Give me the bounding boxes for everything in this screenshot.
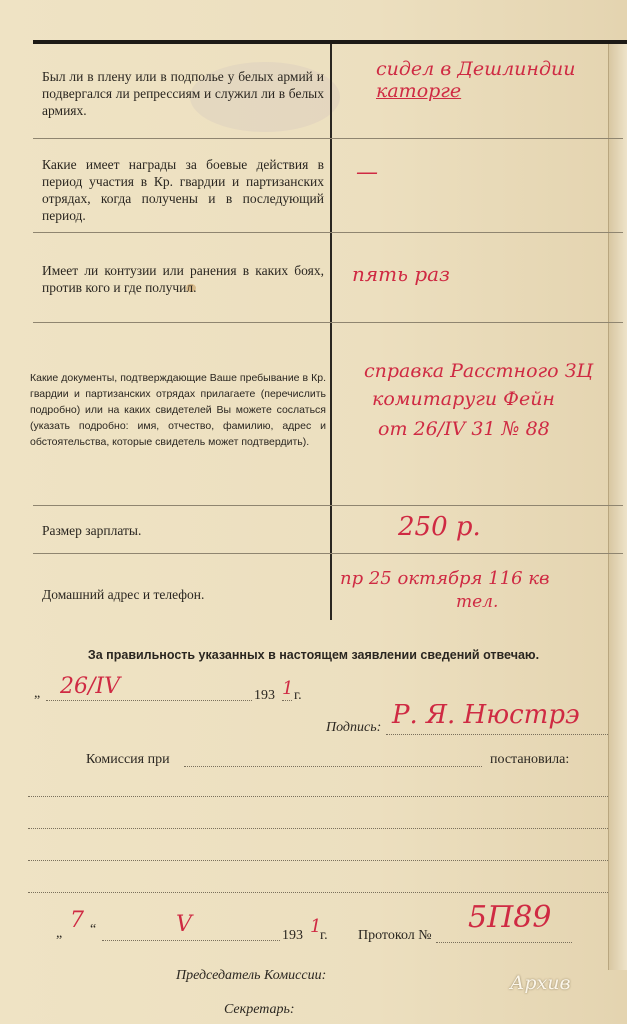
question-wounds: Имеет ли контузии или ранения в каких боях, против кого и где получил. [42, 263, 324, 295]
date1-year-digit: 1 [282, 678, 294, 699]
answer-address-line2: тел. [456, 592, 499, 612]
protocol-label: Протокол № [358, 928, 432, 943]
answer-captivity-line2: каторге [376, 80, 462, 102]
row-divider [33, 138, 623, 139]
answer-documents-line3: от 26/IV 31 № 88 [378, 418, 550, 440]
date2-open-quote: „ [56, 926, 63, 941]
declaration-heading: За правильность указанных в настоящем заявлении сведений отвечаю. [87, 648, 540, 662]
date1-suffix: г. [294, 688, 302, 703]
commission-line [184, 766, 482, 767]
archive-watermark-text: Архив [510, 972, 571, 994]
secretary-label: Секретарь: [224, 1002, 295, 1017]
row-divider [33, 505, 623, 506]
question-awards: Какие имеет награды за боевые действия в период участия в Кр. гвардии и партизанских отрядах, когда получены и в последующий период. [42, 157, 324, 223]
row-divider [33, 232, 623, 233]
answer-captivity-line1: сидел в Дешлиндии [376, 58, 576, 80]
date2-month: V [176, 912, 192, 937]
answer-wounds: пять раз [352, 262, 450, 286]
row-divider [33, 322, 623, 323]
date2-year-prefix: 193 [282, 928, 303, 943]
signature-label: Подпись: [326, 720, 382, 735]
date1-day: 26/IV [60, 674, 120, 699]
date2-dotted-line [102, 940, 280, 941]
answer-documents-line2: комитаруги Фейн [372, 388, 555, 410]
question-salary: Размер зарплаты. [42, 523, 142, 538]
question-captivity: Был ли в плену или в подполье у белых армий и подвергался ли репрессиям и служил ли в белых армиях. [42, 69, 324, 118]
protocol-number: 5П89 [468, 900, 552, 935]
answer-salary: 250 р. [398, 512, 481, 542]
date2-day: 7 [70, 908, 84, 933]
chairman-label: Председатель Комиссии: [176, 968, 327, 983]
date1-year-line [282, 700, 292, 701]
answer-awards: — [356, 160, 378, 185]
question-address: Домашний адрес и телефон. [42, 587, 205, 602]
answer-address-line1: пр 25 октября 116 кв [340, 568, 550, 589]
protocol-line [436, 942, 572, 943]
date2-suffix: г. [320, 928, 328, 943]
commission-label: Комиссия при [86, 752, 170, 767]
decision-line [28, 796, 608, 797]
decision-line [28, 860, 608, 861]
signature-line [386, 734, 608, 735]
row-divider [33, 553, 623, 554]
archive-watermark [510, 972, 571, 994]
question-documents: Какие документы, подтверждающие Ваше пребывание в Кр. гвардии и партизанских отрядах прилагаете (перечислить подробно) или на каких свидетелей Вы можете сослаться (указать подробно: имя, отчество, фамилию, адрес и обстоятельства, которые свидетель может подтвердить). [30, 372, 326, 448]
signature-handwritten: Р. Я. Нюстрэ [392, 700, 580, 730]
decision-line [28, 828, 608, 829]
decision-line [28, 892, 608, 893]
date1-open-quote: „ [34, 686, 41, 701]
answer-documents-line1: справка Расстного ЗЦ [364, 360, 593, 382]
column-divider [330, 44, 332, 620]
date2-year-digit: 1 [310, 916, 322, 937]
date1-dotted-line [46, 700, 252, 701]
date1-year-prefix: 193 [254, 688, 275, 703]
date2-close-quote: “ [90, 922, 97, 937]
commission-decided: постановила: [490, 752, 570, 767]
